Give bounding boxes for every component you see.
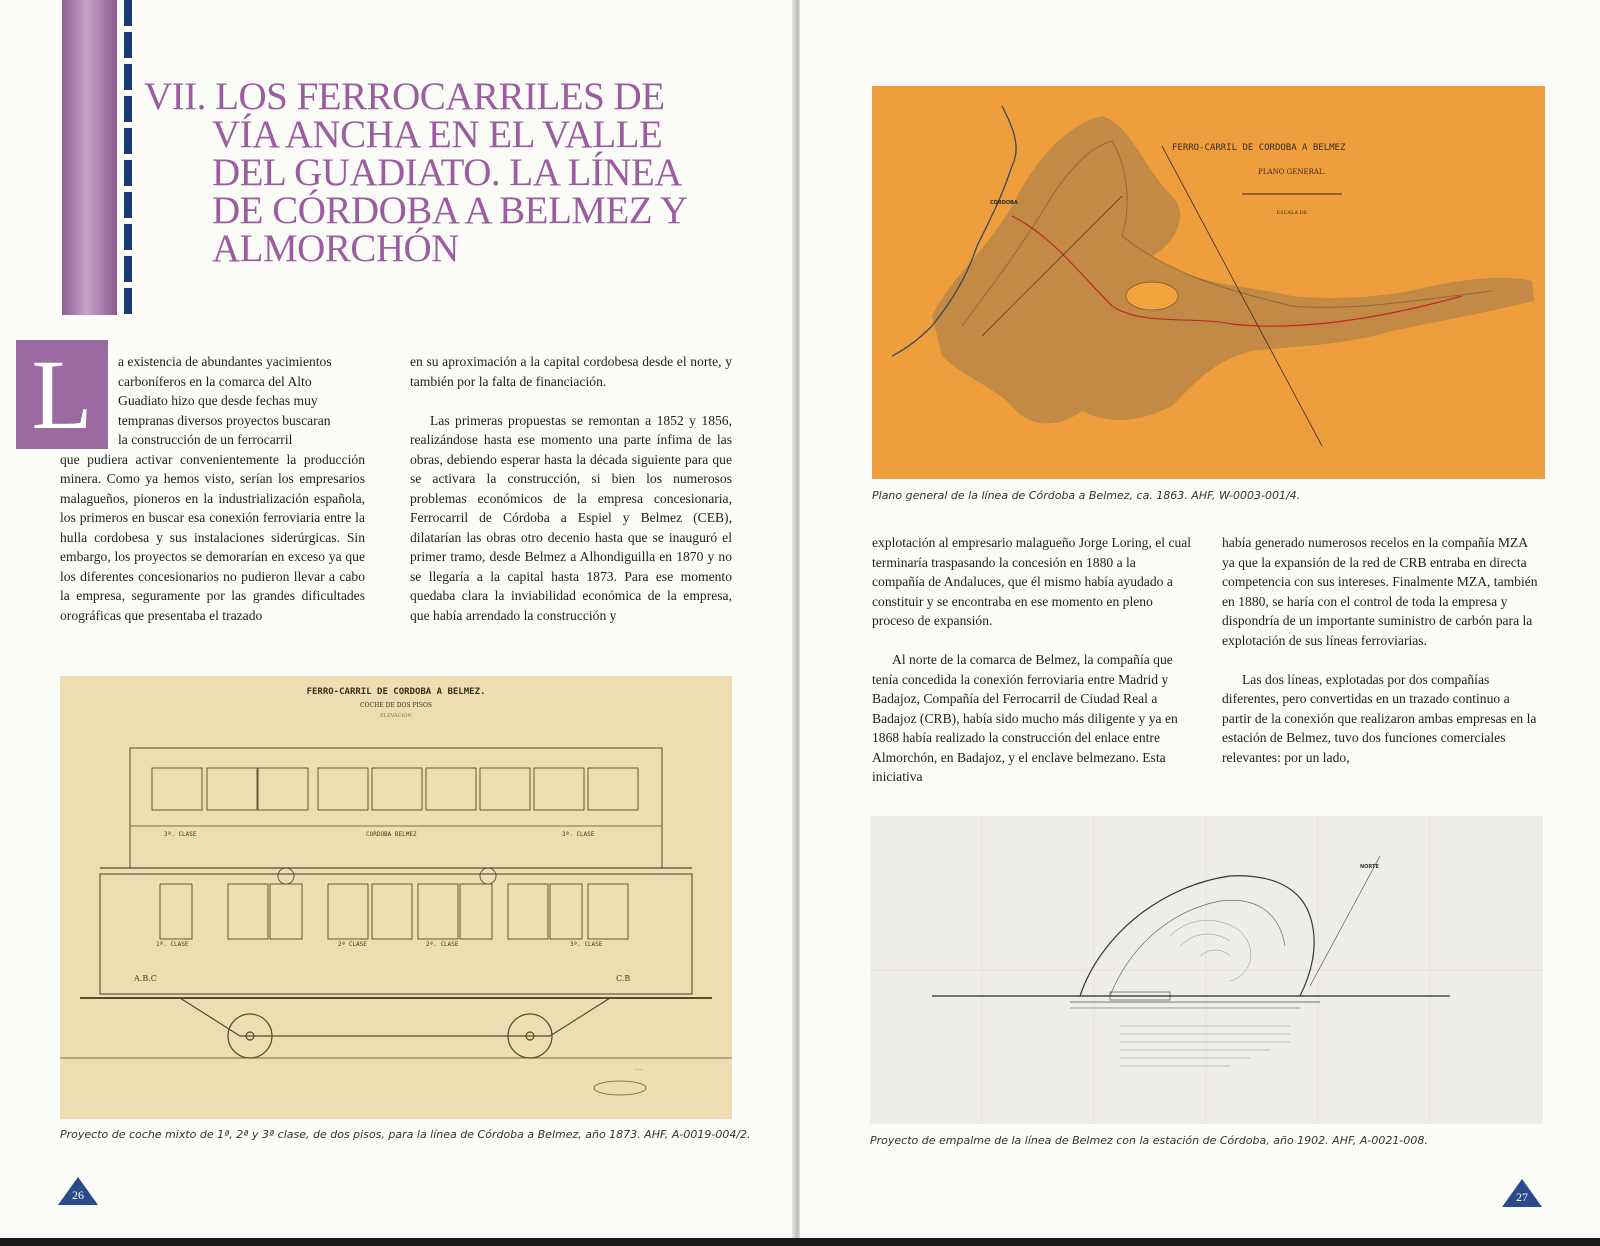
end-label: C.B [616, 974, 631, 983]
map-scale-label: ESCALA DE [1276, 210, 1308, 216]
body-line: a existencia de abundantes yacimientos [118, 354, 332, 369]
figure-caption: Proyecto de coche mixto de 1ª, 2ª y 3ª clase, de dos pisos, para la línea de Córdoba a Belmez, año 1873. AHF, A-0019-004/2. [60, 1128, 751, 1141]
drop-cap: L [16, 340, 108, 449]
chapter-accent-bar [62, 0, 117, 315]
map-caption: Plano general de la línea de Córdoba a Belmez, ca. 1863. AHF, W-0003-001/4. [872, 489, 1301, 502]
chapter-title-line: ALMORCHÓN [212, 227, 459, 270]
body-line: tempranas diversos proyectos buscaran [118, 412, 331, 428]
drawing-title: FERRO-CARRIL DE CORDOBA A BELMEZ. [306, 687, 486, 697]
carriage-drawing [60, 676, 732, 1119]
class-label: 3ª. CLASE [562, 831, 595, 838]
class-label: CORDOBA BELMEZ [366, 831, 417, 838]
body-paragraph: en su aproximación a la capital cordobesa desde el norte, y también por la falta de financiación. [410, 354, 732, 389]
station-plan [870, 816, 1543, 1124]
page-number-label: 27 [1516, 1190, 1528, 1204]
station-caption: Proyecto de empalme de la línea de Belmez con la estación de Córdoba, año 1902. AHF, A-0021-008. [870, 1134, 1428, 1147]
map-city-label: CORDOBA [990, 200, 1018, 206]
svg-text:·····: ····· [635, 1067, 643, 1073]
north-label: NORTE [1360, 864, 1379, 870]
chapter-title-line: DEL GUADIATO. LA LÍNEA [212, 151, 682, 194]
left-column-1 [60, 352, 365, 625]
page-number-label: 26 [72, 1188, 84, 1202]
body-paragraph: que pudiera activar convenientemente la producción minera. Como ya hemos visto, serían los empresarios malagueños, pioneros en la industrialización española, los primeros en buscar esa conexión ferroviaria entre la hulla cordobesa y sus instalaciones siderúrgicas. Sin embargo, los proyectos se demorarían en exceso ya que los diferentes concesionarios no pudieron llevar a cabo la empresa, seguramente por las grandes dificultades orográficas que presentaba el trazado [60, 451, 365, 623]
body-paragraph: explotación al empresario malagueño Jorge Loring, el cual terminaría traspasando la concesión en 1880 a la compañía de Andaluces, que él mismo había ayudado a constituir y se encontraba en ese momento en pleno proceso de expansión. [872, 535, 1192, 628]
class-label: 2ª CLASE [338, 941, 367, 948]
body-line: carboníferos en la comarca del Alto [118, 373, 312, 389]
body-paragraph: Las dos líneas, explotadas por dos compañías diferentes, pero convertidas en un trazado continuo a partir de la conexión que realizaron ambas empresas en la estación de Belmez, tuvo dos funciones comerciales relevantes: por un lado, [1222, 671, 1537, 765]
drawing-subtitle-2: ELEVACION [380, 713, 412, 719]
drawing-subtitle: COCHE DE DOS PISOS [359, 702, 433, 709]
right-column-1 [872, 533, 1192, 787]
page-number [58, 1177, 98, 1205]
body-line: Guadiato hizo que desde fechas muy [118, 393, 318, 408]
page-number [1502, 1179, 1542, 1207]
map-subtitle: PLANO GENERAL. [1258, 168, 1326, 176]
chapter-title-line: VII. LOS FERROCARRILES DE [144, 75, 665, 118]
body-paragraph: Al norte de la comarca de Belmez, la compañía que tenía concedida la conexión ferroviaria entre Madrid y Badajoz, Compañía del Ferrocarril de Ciudad Real a Badajoz (CRB), había sido mucho más diligente y ya en 1868 había realizado la construcción del enlace entre Almorchón, en Badajoz, y el enclave belmezano. Esta iniciativa [872, 652, 1178, 784]
left-column-2 [410, 352, 732, 625]
chapter-title [144, 75, 714, 270]
end-label: A.B.C [134, 974, 157, 983]
class-label: 2ª. CLASE [426, 941, 459, 948]
chapter-title-line: DE CÓRDOBA A BELMEZ Y [212, 189, 688, 232]
body-paragraph: había generado numerosos recelos en la compañía MZA ya que la expansión de la red de CRB entraba en directa competencia con sus intereses. Finalmente MZA, también en 1880, se haría con el control de toda la empresa y dispondría de un importante suministro de carbón para la explotación de sus líneas ferroviarias. [1222, 535, 1538, 648]
class-label: 3ª. CLASE [570, 941, 603, 948]
class-label: 1ª. CLASE [156, 941, 189, 948]
left-page [0, 0, 796, 1238]
map-title: FERRO-CARRIL DE CORDOBA A BELMEZ [1172, 143, 1346, 153]
chapter-dashed-rule [124, 0, 132, 315]
body-paragraph: Las primeras propuestas se remontan a 1852 y 1856, realizándose hasta ese momento una parte ínfima de las obras, debiendo esperar hasta la década siguiente para que se activara la construcción, si bien los numerosos problemas económicos de la empresa concesionaria, Ferrocarril de Córdoba a Espiel y Belmez (CEB), dilatarían las obras otro decenio hasta que se inauguró el primer tramo, desde Belmez a Alhondiguilla en 1870 y no se llegaría a la capital hasta 1873. Para ese momento quedaba clara la inviabilidad económica de la empresa, que había arrendado la construcción y [410, 412, 732, 623]
chapter-title-line: VÍA ANCHA EN EL VALLE [212, 113, 663, 156]
body-line: la construcción de un ferrocarril [118, 432, 293, 447]
right-column-2 [1222, 533, 1542, 767]
railway-map [872, 86, 1545, 479]
class-label: 3ª. CLASE [164, 831, 197, 838]
